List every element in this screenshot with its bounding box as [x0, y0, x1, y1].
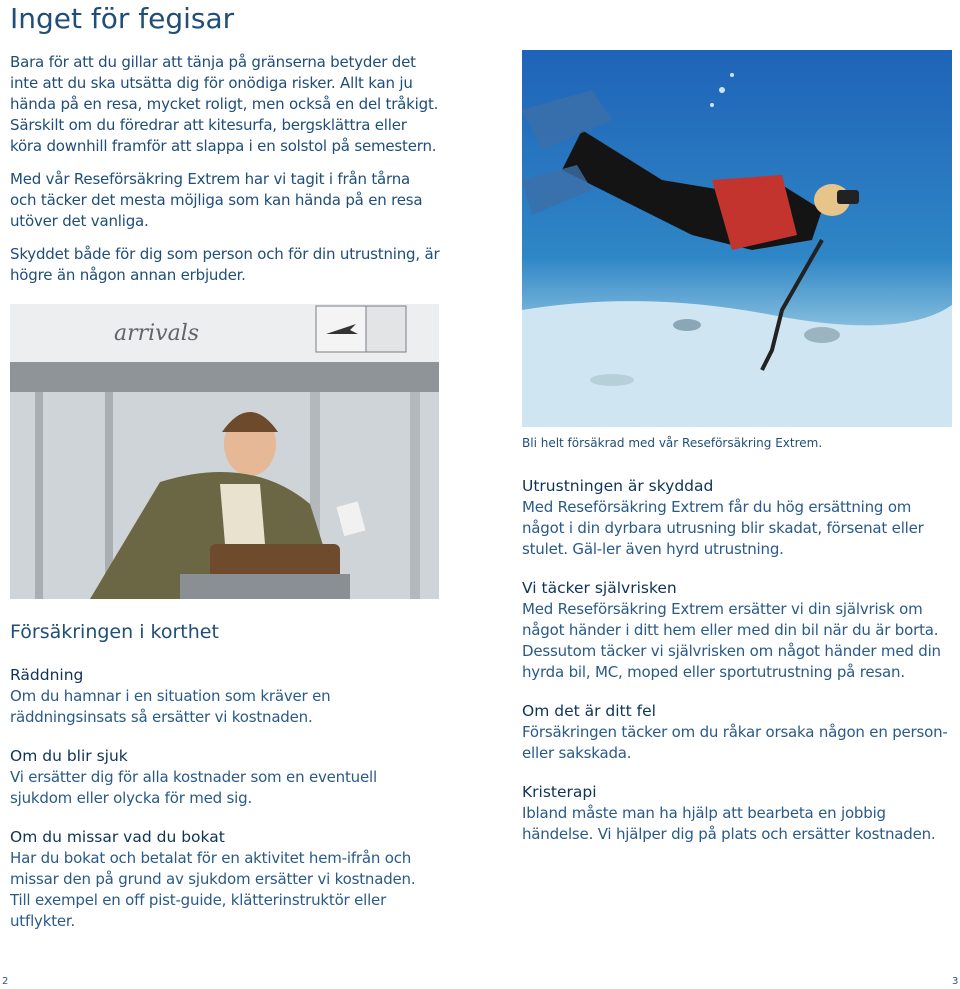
section-text-sjuk: Vi ersätter dig för alla kostnader som en eventuell sjukdom eller olycka för med sig. [10, 768, 377, 807]
page-number-right: 3 [952, 976, 959, 987]
arrivals-photo [10, 304, 439, 599]
section-text-missar: Har du bokat och betalat för en aktivitet hem-ifrån och missar den på grund av sjukdom ersätter vi kostnaden. Till exempel en off pist-guide, klätterinstruktör eller utflykter. [10, 849, 416, 930]
page-number-left: 2 [2, 976, 9, 987]
section-heading-sjuk: Om du blir sjuk [10, 747, 128, 765]
section-text-raddning: Om du hamnar i en situation som kräver en räddningsinsats så ersätter vi kostnaden. [10, 687, 331, 726]
photo-caption: Bli helt försäkrad med vår Reseförsäkring Extrem. [522, 436, 823, 450]
section-heading-ditt-fel: Om det är ditt fel [522, 702, 656, 720]
section-text-sjalvrisken: Med Reseförsäkring Extrem ersätter vi din självrisk om något händer i ditt hem eller med din bil när du är borta. Dessutom täcker vi självrisken om något händer med din hyrda bil, MC, moped eller sportutrustning på resan. [522, 600, 941, 681]
section-text-ditt-fel: Försäkringen täcker om du råkar orsaka någon en person-eller sakskada. [522, 723, 948, 762]
intro-paragraph-3: Skyddet både för dig som person och för din utrustning, är högre än någon annan erbjuder. [10, 245, 440, 284]
section-heading-raddning: Räddning [10, 666, 84, 684]
section-heading-utrustning: Utrustningen är skyddad [522, 477, 714, 495]
section-text-kristerapi: Ibland måste man ha hjälp att bearbeta en jobbig händelse. Vi hjälper dig på plats och ersätter kostnaden. [522, 804, 936, 843]
section-heading-kristerapi: Kristerapi [522, 783, 597, 801]
diver-photo [522, 50, 952, 427]
section-heading-sjalvrisken: Vi täcker självrisken [522, 579, 677, 597]
intro-paragraph-1: Bara för att du gillar att tänja på gränserna betyder det inte att du ska utsätta dig för onödiga risker. Allt kan ju hända på en resa, mycket roligt, men också en del tråkigt. Särskilt om du föredrar att kitesurfa, bergsklättra eller köra downhill framför att slappa i en solstol på semestern. [10, 53, 439, 155]
section-text-utrustning: Med Reseförsäkring Extrem får du hög ersättning om något i din dyrbara utrusning blir skadat, försenat eller stulet. Gäl-ler även hyrd utrustning. [522, 498, 924, 558]
intro-paragraph-2: Med vår Reseförsäkring Extrem har vi tagit i från tårna och täcker det mesta möjliga som kan hända på en resa utöver det vanliga. [10, 170, 423, 230]
section-heading-missar: Om du missar vad du bokat [10, 828, 225, 846]
arrivals-sign-text: arrivals [114, 321, 200, 346]
page-title: Inget för fegisar [10, 2, 235, 35]
summary-title: Försäkringen i korthet [10, 621, 219, 643]
